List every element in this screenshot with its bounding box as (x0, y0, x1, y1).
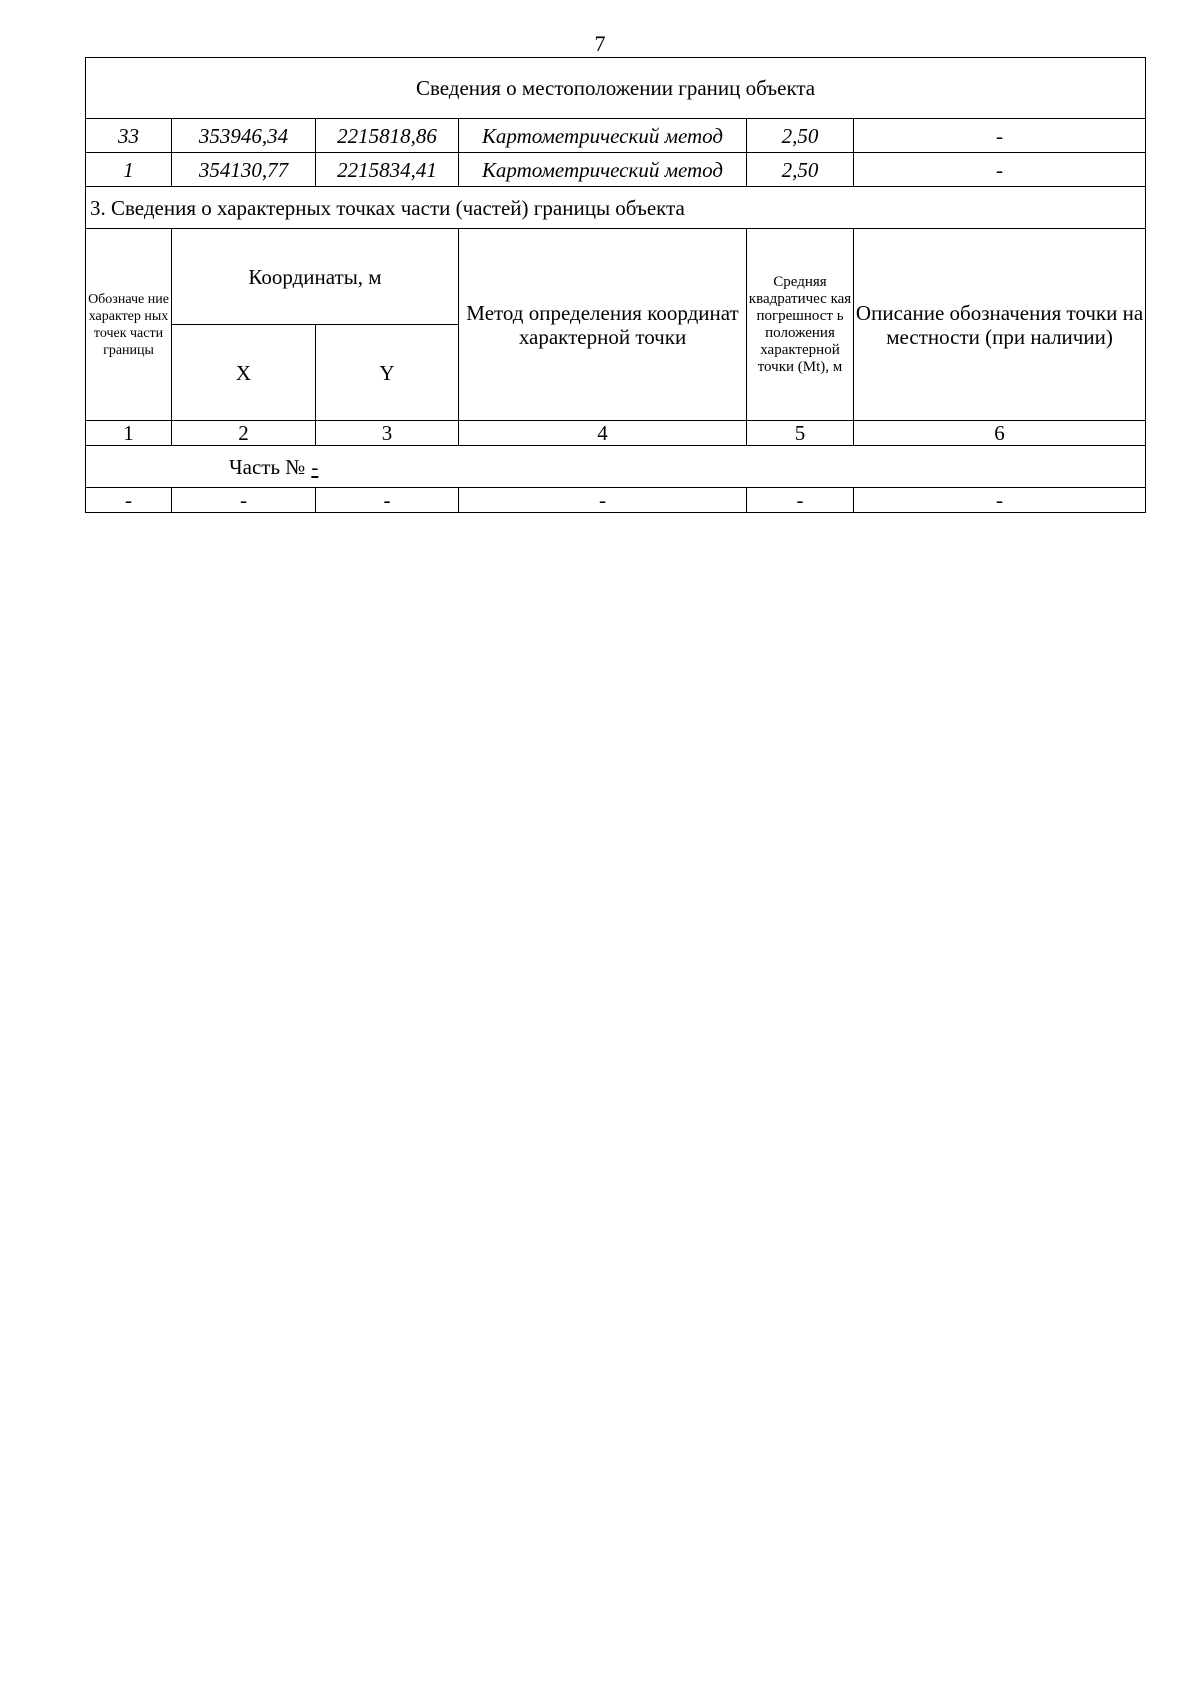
point-number: - (86, 488, 172, 513)
method: Картометрический метод (459, 153, 747, 187)
section-title-row (86, 58, 1146, 119)
header-coordinates: Координаты, м (172, 229, 459, 325)
header-row-top (86, 229, 1146, 325)
column-number: 1 (86, 421, 172, 446)
coordinate-y: 2215834,41 (316, 153, 459, 187)
description: - (854, 488, 1146, 513)
header-point-designation: Обозначе ние характер ных точек части границы (86, 229, 172, 421)
table-row (86, 119, 1146, 153)
method: - (459, 488, 747, 513)
table-row (86, 153, 1146, 187)
header-x: X (172, 325, 316, 421)
section3-title: 3. Сведения о характерных точках части (частей) границы объекта (86, 187, 1146, 229)
coordinate-y: 2215818,86 (316, 119, 459, 153)
page-number: 7 (594, 31, 606, 56)
coordinate-x: 353946,34 (172, 119, 316, 153)
column-number: 3 (316, 421, 459, 446)
description: - (854, 119, 1146, 153)
description: - (854, 153, 1146, 187)
column-number: 2 (172, 421, 316, 446)
part-label: Часть № (229, 454, 306, 479)
method: Картометрический метод (459, 119, 747, 153)
part-value: - (311, 454, 319, 479)
table-row (86, 488, 1146, 513)
accuracy: 2,50 (747, 153, 854, 187)
accuracy: 2,50 (747, 119, 854, 153)
section-title: Сведения о местоположении границ объекта (86, 58, 1146, 119)
part-cell (86, 446, 1146, 488)
section3-title-row (86, 187, 1146, 229)
header-method: Метод определения координат характерной точки (459, 229, 747, 421)
column-numbers-row (86, 421, 1146, 446)
coordinate-x: 354130,77 (172, 153, 316, 187)
coordinate-y: - (316, 488, 459, 513)
part-row (86, 446, 1146, 488)
column-number: 6 (854, 421, 1146, 446)
column-number: 5 (747, 421, 854, 446)
header-y: Y (316, 325, 459, 421)
point-number: 1 (86, 153, 172, 187)
accuracy: - (747, 488, 854, 513)
point-number: 33 (86, 119, 172, 153)
column-number: 4 (459, 421, 747, 446)
coordinate-x: - (172, 488, 316, 513)
boundary-table (85, 57, 1146, 513)
header-accuracy: Средняя квадратичес кая погрешност ь положения характерной точки (Mt), м (747, 229, 854, 421)
header-description: Описание обозначения точки на местности (при наличии) (854, 229, 1146, 421)
